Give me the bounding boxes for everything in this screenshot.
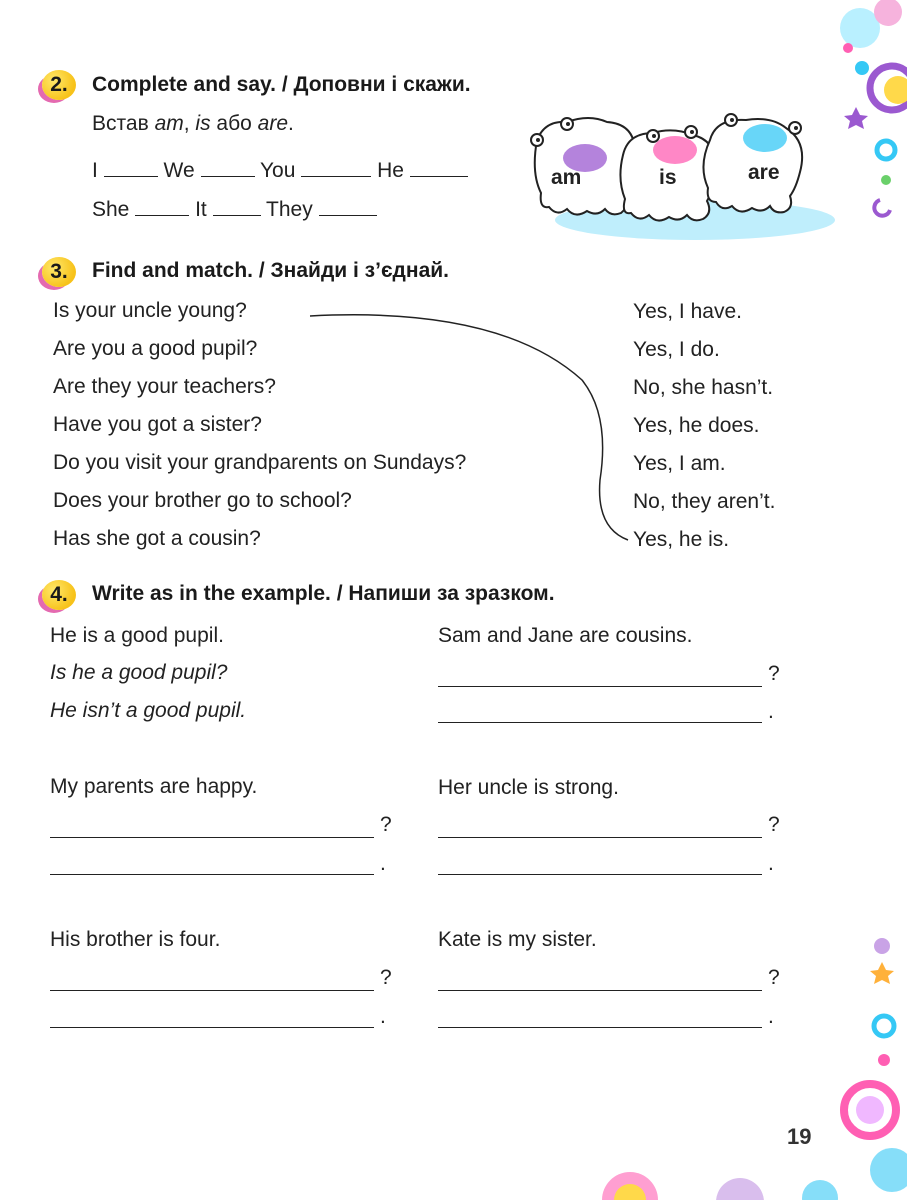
item-1-statement: Sam and Jane are cousins.: [438, 624, 693, 647]
exercise-2-instruction: [92, 112, 294, 136]
item-5-q-mark: ?: [768, 966, 780, 989]
question-4[interactable]: Have you got a sister?: [53, 413, 262, 436]
item-4-negative-line[interactable]: [50, 1005, 374, 1028]
instruction-word-is: is: [195, 112, 211, 135]
pronoun-he: He: [377, 159, 404, 182]
question-7[interactable]: Has she got a cousin?: [53, 527, 261, 550]
question-2[interactable]: Are you a good pupil?: [53, 337, 258, 360]
example-match-line: [300, 300, 640, 550]
instruction-sep2: або: [210, 112, 258, 135]
item-5-question-line[interactable]: [438, 968, 762, 991]
instruction-sep1: ,: [183, 112, 196, 135]
exercise-4-title: Write as in the example. / Напиши за зразком.: [92, 582, 555, 605]
pronoun-she: She: [92, 198, 130, 221]
pronoun-we: We: [163, 159, 195, 182]
answer-3[interactable]: No, she hasn’t.: [633, 376, 774, 399]
instruction-word-am: am: [154, 112, 184, 135]
item-4-statement: His brother is four.: [50, 928, 221, 951]
item-5-period: .: [768, 1005, 774, 1028]
blank-they[interactable]: [319, 197, 377, 216]
blank-it[interactable]: [213, 197, 261, 216]
question-3[interactable]: Are they your teachers?: [53, 375, 276, 398]
page-number: 19: [787, 1124, 812, 1149]
item-5-negative-line[interactable]: [438, 1005, 762, 1028]
item-3-negative-line[interactable]: [438, 852, 762, 875]
blank-she[interactable]: [135, 197, 189, 216]
item-4-q-mark: ?: [380, 966, 392, 989]
decorative-bubbles-bottom: [590, 1150, 850, 1200]
blank-we[interactable]: [201, 158, 255, 177]
instruction-sep3: .: [288, 112, 294, 135]
blank-i[interactable]: [104, 158, 158, 177]
blob-label-are: are: [748, 161, 780, 184]
item-1-question-line[interactable]: [438, 664, 762, 687]
exercise-2-number: 2.: [42, 70, 76, 100]
pronoun-they: They: [266, 198, 313, 221]
decorative-bubbles-bottom-right: [840, 930, 907, 1200]
exercise-2-row-1: [92, 158, 468, 183]
item-2-period: .: [380, 852, 386, 875]
item-1-negative-line[interactable]: [438, 700, 762, 723]
example-question: Is he a good pupil?: [50, 661, 228, 684]
answer-5[interactable]: Yes, I am.: [633, 452, 726, 475]
exercise-3-title: Find and match. / Знайди і з’єднай.: [92, 259, 449, 282]
answer-6[interactable]: No, they aren’t.: [633, 490, 776, 513]
item-4-period: .: [380, 1005, 386, 1028]
blob-am: [531, 118, 635, 215]
answer-4[interactable]: Yes, he does.: [633, 414, 760, 437]
item-5-statement: Kate is my sister.: [438, 928, 597, 951]
blob-label-am: am: [551, 166, 582, 189]
instruction-prefix: Встав: [92, 112, 155, 135]
item-3-q-mark: ?: [768, 813, 780, 836]
item-3-question-line[interactable]: [438, 815, 762, 838]
answer-1[interactable]: Yes, I have.: [633, 300, 742, 323]
exercise-2-title: Complete and say. / Доповни і скажи.: [92, 73, 471, 96]
exercise-2-row-2: [92, 197, 377, 222]
answer-2[interactable]: Yes, I do.: [633, 338, 720, 361]
question-5[interactable]: Do you visit your grandparents on Sundays?: [53, 451, 467, 474]
item-2-negative-line[interactable]: [50, 852, 374, 875]
question-1[interactable]: Is your uncle young?: [53, 299, 247, 322]
blank-he[interactable]: [410, 158, 468, 177]
example-negative: He isn’t a good pupil.: [50, 699, 247, 722]
blob-label-is: is: [659, 166, 677, 189]
pronoun-you: You: [259, 159, 296, 182]
instruction-word-are: are: [257, 112, 289, 135]
exercise-4-number: 4.: [42, 580, 76, 610]
pronoun-i: I: [92, 159, 98, 182]
blank-you[interactable]: [301, 158, 371, 177]
pronoun-it: It: [195, 198, 207, 221]
item-2-question-line[interactable]: [50, 815, 374, 838]
item-2-statement: My parents are happy.: [50, 775, 258, 798]
example-statement: He is a good pupil.: [50, 624, 224, 647]
item-2-q-mark: ?: [380, 813, 392, 836]
item-4-question-line[interactable]: [50, 968, 374, 991]
item-1-period: .: [768, 700, 774, 723]
question-6[interactable]: Does your brother go to school?: [53, 489, 352, 512]
item-3-period: .: [768, 852, 774, 875]
item-3-statement: Her uncle is strong.: [438, 776, 619, 799]
item-1-q-mark: ?: [768, 662, 780, 685]
answer-7[interactable]: Yes, he is.: [633, 528, 730, 551]
exercise-3-number: 3.: [42, 257, 76, 287]
